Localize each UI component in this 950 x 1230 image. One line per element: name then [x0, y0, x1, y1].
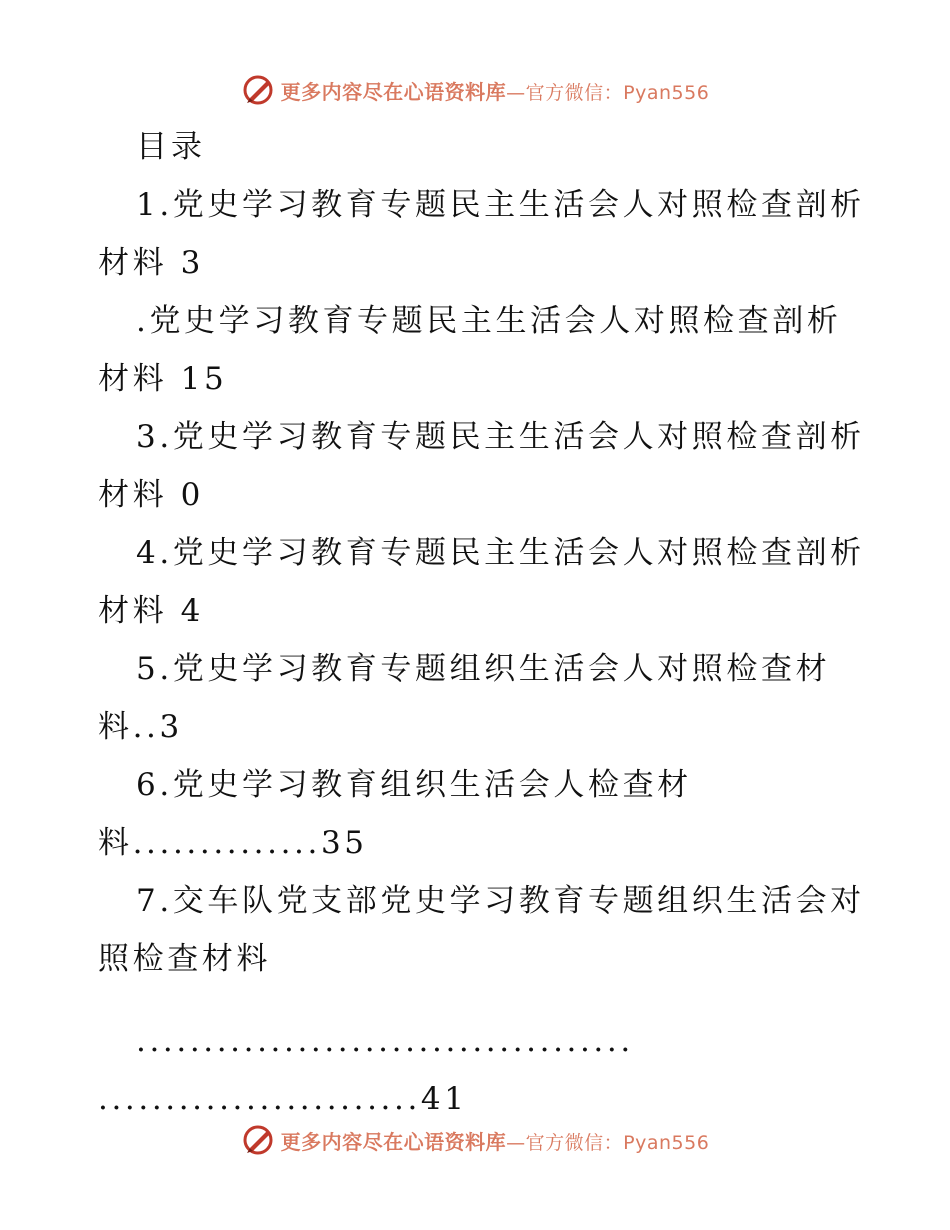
toc-leader-dots: ..................................... [136, 1023, 634, 1059]
header-banner [0, 70, 950, 110]
toc-entry-line: 材料 3 [98, 245, 204, 281]
toc-entry [98, 756, 858, 872]
toc-entry [98, 176, 865, 292]
banner-text: 更多内容尽在心语资料库—官方微信：Pyan556 [280, 79, 710, 104]
toc-leader-dots-page: ........................41 [98, 1081, 468, 1117]
toc-entry [98, 640, 858, 756]
toc-entry-line: 料..............35 [98, 825, 368, 861]
toc-entry-line: 材料 4 [98, 593, 204, 629]
pen-logo-icon [241, 1123, 275, 1157]
toc-entry-line: 照检查材料 [98, 941, 271, 977]
toc-entry [98, 408, 865, 524]
toc-entry [98, 524, 865, 640]
toc-entry-line: .党史学习教育专题民主生活会人对照检查剖析 [136, 303, 842, 339]
toc-entry [98, 292, 858, 408]
toc-entry-line: 3.党史学习教育专题民主生活会人对照检查剖析 [136, 419, 865, 455]
toc-title: 目录 [136, 129, 206, 165]
toc-entry-line: 1.党史学习教育专题民主生活会人对照检查剖析 [136, 187, 865, 223]
toc-entry-line: 7.交车队党支部党史学习教育专题组织生活会对 [136, 883, 865, 919]
toc-entry-line: 6.党史学习教育组织生活会人检查材 [136, 767, 692, 803]
footer-banner [0, 1120, 950, 1160]
toc-entry-line: 料..3 [98, 709, 183, 745]
toc-entry [98, 872, 865, 988]
pen-logo-icon [241, 73, 275, 107]
toc-entry-line: 材料 0 [98, 477, 204, 513]
toc-entry-line: 5.党史学习教育专题组织生活会人对照检查材 [136, 651, 831, 687]
toc-entry-line: 材料 15 [98, 361, 228, 397]
toc-entry-line: 4.党史学习教育专题民主生活会人对照检查剖析 [136, 535, 865, 571]
document-body [98, 118, 865, 1128]
banner-text: 更多内容尽在心语资料库—官方微信：Pyan556 [280, 1129, 710, 1154]
